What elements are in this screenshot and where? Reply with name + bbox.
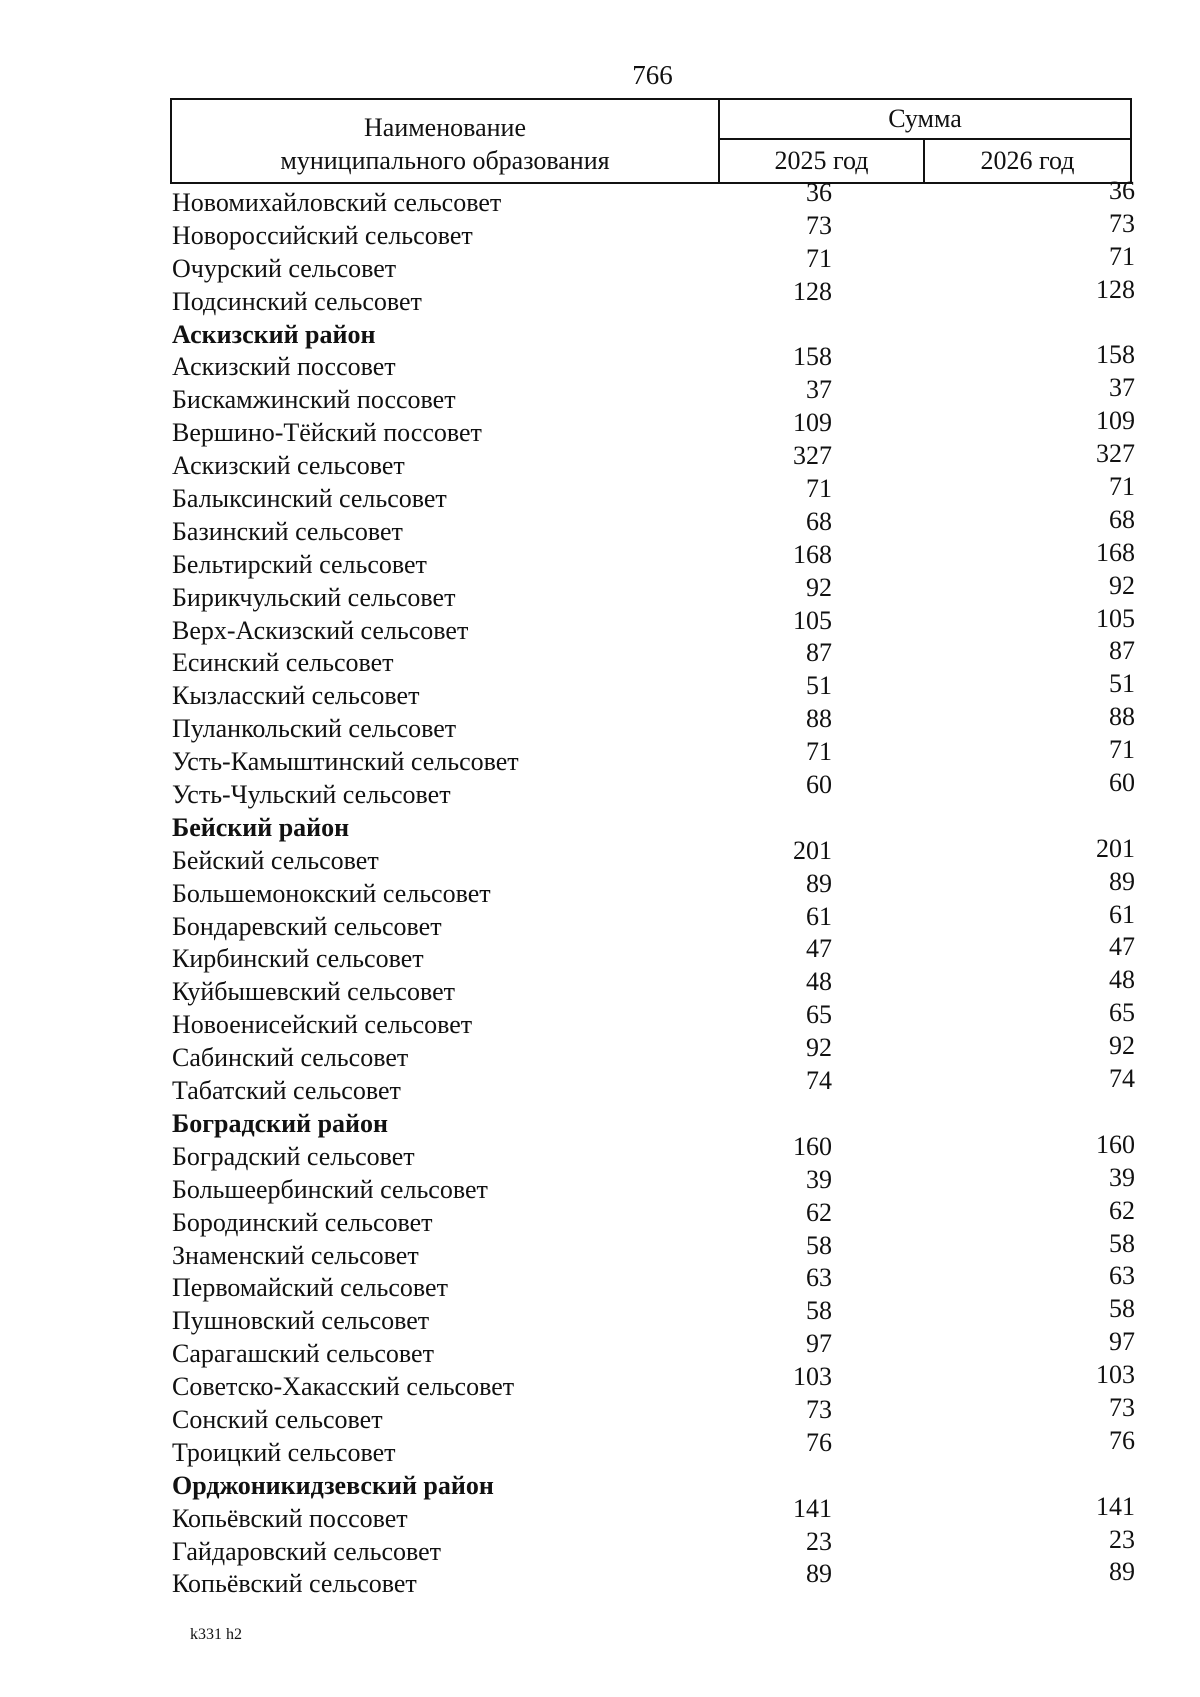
table-row <box>172 1425 1135 1467</box>
municipality-name: Сонский сельсовет <box>172 1404 383 1434</box>
table-row <box>172 504 1135 546</box>
amount-2026: 60 <box>1109 768 1135 798</box>
table-row <box>172 1524 1135 1566</box>
municipality-name: Аскизский сельсовет <box>172 451 405 481</box>
municipality-name: Бельтирский сельсовет <box>172 549 427 579</box>
municipality-name: Новомихайловский сельсовет <box>172 188 502 217</box>
district-name: Аскизский район <box>172 319 376 349</box>
table-body <box>172 176 1135 1599</box>
table-row <box>172 603 1135 645</box>
amount-2026: 71 <box>1109 241 1135 271</box>
amount-2026: 201 <box>1096 833 1135 863</box>
amount-2025: 160 <box>793 1131 832 1161</box>
amount-2026: 65 <box>1109 998 1135 1028</box>
amount-2026: 58 <box>1109 1228 1135 1258</box>
amount-2026: 68 <box>1109 504 1135 534</box>
municipality-name: Базинский сельсовет <box>172 516 403 546</box>
amount-2026: 89 <box>1109 1557 1135 1587</box>
table-row <box>172 1491 1135 1533</box>
amount-2025: 73 <box>806 210 832 240</box>
table-row <box>172 1392 1135 1434</box>
amount-2026: 23 <box>1109 1524 1135 1554</box>
table-row <box>172 899 1135 941</box>
municipality-name: Куйбышевский сельсовет <box>172 977 455 1007</box>
table-row <box>172 439 1135 481</box>
amount-2025: 58 <box>806 1230 832 1260</box>
amount-2026: 88 <box>1109 702 1135 732</box>
amount-2026: 92 <box>1109 570 1135 600</box>
table-row <box>172 1557 1135 1599</box>
amount-2025: 39 <box>806 1164 832 1194</box>
amount-2026: 168 <box>1096 537 1135 567</box>
amount-2026: 36 <box>1109 176 1135 205</box>
amount-2025: 89 <box>806 1559 832 1589</box>
municipality-name: Гайдаровский сельсовет <box>172 1536 442 1566</box>
amount-2026: 61 <box>1109 899 1135 929</box>
amount-2025: 92 <box>806 572 832 602</box>
amount-2025: 128 <box>793 276 832 306</box>
header-name-cell <box>172 100 720 182</box>
table-row <box>172 406 1135 448</box>
amount-2025: 201 <box>793 835 832 865</box>
footer-code: k331 h2 <box>190 1626 242 1643</box>
table-row <box>172 702 1135 744</box>
amount-2025: 141 <box>793 1493 832 1523</box>
amount-2025: 36 <box>806 178 832 207</box>
municipality-name: Боградский сельсовет <box>172 1141 415 1171</box>
amount-2025: 105 <box>793 605 832 635</box>
municipality-name: Знаменский сельсовет <box>172 1240 419 1270</box>
municipality-name: Есинский сельсовет <box>172 648 394 678</box>
table-row <box>172 208 1135 250</box>
municipality-name: Сабинский сельсовет <box>172 1043 409 1073</box>
table-row <box>172 340 1135 382</box>
table-row <box>172 932 1135 974</box>
header-year-2026: 2026 год <box>980 146 1075 175</box>
table-row <box>172 1228 1135 1270</box>
municipality-name: Новороссийский сельсовет <box>172 220 473 250</box>
amount-2025: 158 <box>793 342 832 372</box>
table-row <box>172 998 1135 1040</box>
table-row <box>172 866 1135 908</box>
municipality-name: Первомайский сельсовет <box>172 1273 448 1303</box>
table-row <box>172 537 1135 579</box>
municipality-name: Очурский сельсовет <box>172 253 397 283</box>
amount-2026: 105 <box>1096 603 1135 633</box>
table-row <box>172 1162 1135 1204</box>
amount-2025: 71 <box>806 474 832 504</box>
district-heading-row <box>172 809 1132 842</box>
amount-2026: 92 <box>1109 1031 1135 1061</box>
municipality-name: Бискамжинский поссовет <box>172 385 456 415</box>
municipality-name: Бородинский сельсовет <box>172 1207 433 1237</box>
amount-2026: 51 <box>1109 669 1135 699</box>
amount-2026: 158 <box>1096 340 1135 370</box>
table-row <box>172 373 1135 415</box>
amount-2026: 47 <box>1109 932 1135 962</box>
table-row <box>172 274 1135 316</box>
municipality-name: Подсинский сельсовет <box>172 286 422 316</box>
amount-2025: 48 <box>806 967 832 997</box>
amount-2025: 89 <box>806 868 832 898</box>
municipality-name: Усть-Чульский сельсовет <box>172 780 451 810</box>
table-row <box>172 1031 1135 1073</box>
amount-2026: 73 <box>1109 1392 1135 1422</box>
amount-2025: 71 <box>806 737 832 767</box>
municipality-name: Копьёвский сельсовет <box>172 1569 417 1599</box>
amount-2025: 73 <box>806 1394 832 1424</box>
amount-2025: 68 <box>806 506 832 536</box>
district-heading-row <box>172 1105 1132 1138</box>
municipality-name: Балыксинский сельсовет <box>172 484 447 514</box>
district-heading-row <box>172 1467 1132 1500</box>
amount-2025: 63 <box>806 1263 832 1293</box>
district-name: Бейский район <box>172 812 350 842</box>
amount-2026: 141 <box>1096 1491 1135 1521</box>
amount-2026: 48 <box>1109 965 1135 995</box>
amount-2025: 71 <box>806 243 832 273</box>
amount-2026: 62 <box>1109 1195 1135 1225</box>
amount-2026: 63 <box>1109 1261 1135 1291</box>
municipality-name: Пуланкольский сельсовет <box>172 714 457 744</box>
municipality-name: Усть-Камыштинский сельсовет <box>172 747 519 777</box>
amount-2025: 60 <box>806 770 832 800</box>
municipality-name: Аскизский поссовет <box>172 352 396 382</box>
amount-2025: 74 <box>806 1066 832 1096</box>
amount-2026: 58 <box>1109 1294 1135 1324</box>
amount-2026: 87 <box>1109 636 1135 666</box>
amount-2026: 97 <box>1109 1327 1135 1357</box>
amount-2025: 87 <box>806 638 832 668</box>
amount-2025: 23 <box>806 1526 832 1556</box>
amount-2025: 327 <box>793 441 832 471</box>
amount-2025: 65 <box>806 1000 832 1030</box>
table-row <box>172 965 1135 1007</box>
header-year-2025: 2025 год <box>720 140 925 182</box>
table-row <box>172 768 1135 810</box>
table-row <box>172 1327 1135 1369</box>
table-row <box>172 472 1135 514</box>
municipality-name: Троицкий сельсовет <box>172 1437 396 1467</box>
page-number: 766 <box>632 60 673 90</box>
municipality-name: Новоенисейский сельсовет <box>172 1010 473 1040</box>
municipality-name: Кирбинский сельсовет <box>172 944 424 974</box>
district-heading-row <box>172 316 1132 349</box>
amount-2025: 62 <box>806 1197 832 1227</box>
amount-2025: 168 <box>793 539 832 569</box>
amount-2025: 51 <box>806 671 832 701</box>
table-header <box>170 98 1132 184</box>
municipality-name: Большеербинский сельсовет <box>172 1174 488 1204</box>
amount-2026: 128 <box>1096 274 1135 304</box>
municipality-name: Бондаревский сельсовет <box>172 911 442 941</box>
amount-2025: 37 <box>806 375 832 405</box>
amount-2025: 88 <box>806 704 832 734</box>
amount-2026: 109 <box>1096 406 1135 436</box>
amount-2025: 47 <box>806 934 832 964</box>
table-row <box>172 1261 1135 1303</box>
table-row <box>172 176 1135 217</box>
amount-2025: 97 <box>806 1329 832 1359</box>
amount-2025: 103 <box>793 1362 832 1392</box>
amount-2026: 89 <box>1109 866 1135 896</box>
table-row <box>172 1294 1135 1336</box>
table-row <box>172 833 1135 875</box>
municipality-name: Табатский сельсовет <box>172 1076 401 1106</box>
table-row <box>172 241 1135 283</box>
header-name-line2: муниципального образования <box>280 146 610 175</box>
amount-2025: 92 <box>806 1033 832 1063</box>
table-row <box>172 1064 1135 1106</box>
amount-2026: 71 <box>1109 735 1135 765</box>
municipality-name: Верх-Аскизский сельсовет <box>172 615 469 645</box>
amount-2026: 74 <box>1109 1064 1135 1094</box>
amount-2026: 160 <box>1096 1129 1135 1159</box>
header-name-line1: Наименование <box>364 113 526 142</box>
amount-2026: 103 <box>1096 1360 1135 1390</box>
municipality-name: Пушновский сельсовет <box>172 1306 430 1336</box>
amount-2026: 71 <box>1109 472 1135 502</box>
municipality-name: Копьёвский поссовет <box>172 1503 408 1533</box>
table-row <box>172 669 1135 711</box>
amount-2025: 109 <box>793 408 832 438</box>
district-name: Боградский район <box>172 1108 389 1138</box>
municipality-name: Кызласский сельсовет <box>172 681 420 711</box>
amount-2025: 58 <box>806 1296 832 1326</box>
table-row <box>172 1360 1135 1402</box>
municipality-name: Бирикчульский сельсовет <box>172 582 456 612</box>
table-row <box>172 1195 1135 1237</box>
amount-2025: 61 <box>806 901 832 931</box>
district-name: Орджоникидзевский район <box>172 1470 494 1500</box>
table-row <box>172 570 1135 612</box>
amount-2026: 39 <box>1109 1162 1135 1192</box>
municipality-name: Сарагашский сельсовет <box>172 1339 434 1369</box>
amount-2026: 73 <box>1109 208 1135 238</box>
table-row <box>172 1129 1135 1171</box>
amount-2026: 76 <box>1109 1425 1135 1455</box>
amount-2026: 327 <box>1096 439 1135 469</box>
municipality-name: Советско-Хакасский сельсовет <box>172 1372 515 1402</box>
amount-2026: 37 <box>1109 373 1135 403</box>
municipality-name: Бейский сельсовет <box>172 845 379 875</box>
municipality-name: Большемонокский сельсовет <box>172 878 491 908</box>
municipality-name: Вершино-Тёйский поссовет <box>172 418 482 448</box>
table-row <box>172 636 1135 678</box>
table-row <box>172 735 1135 777</box>
amount-2025: 76 <box>806 1427 832 1457</box>
header-sum: Сумма <box>720 100 1130 140</box>
